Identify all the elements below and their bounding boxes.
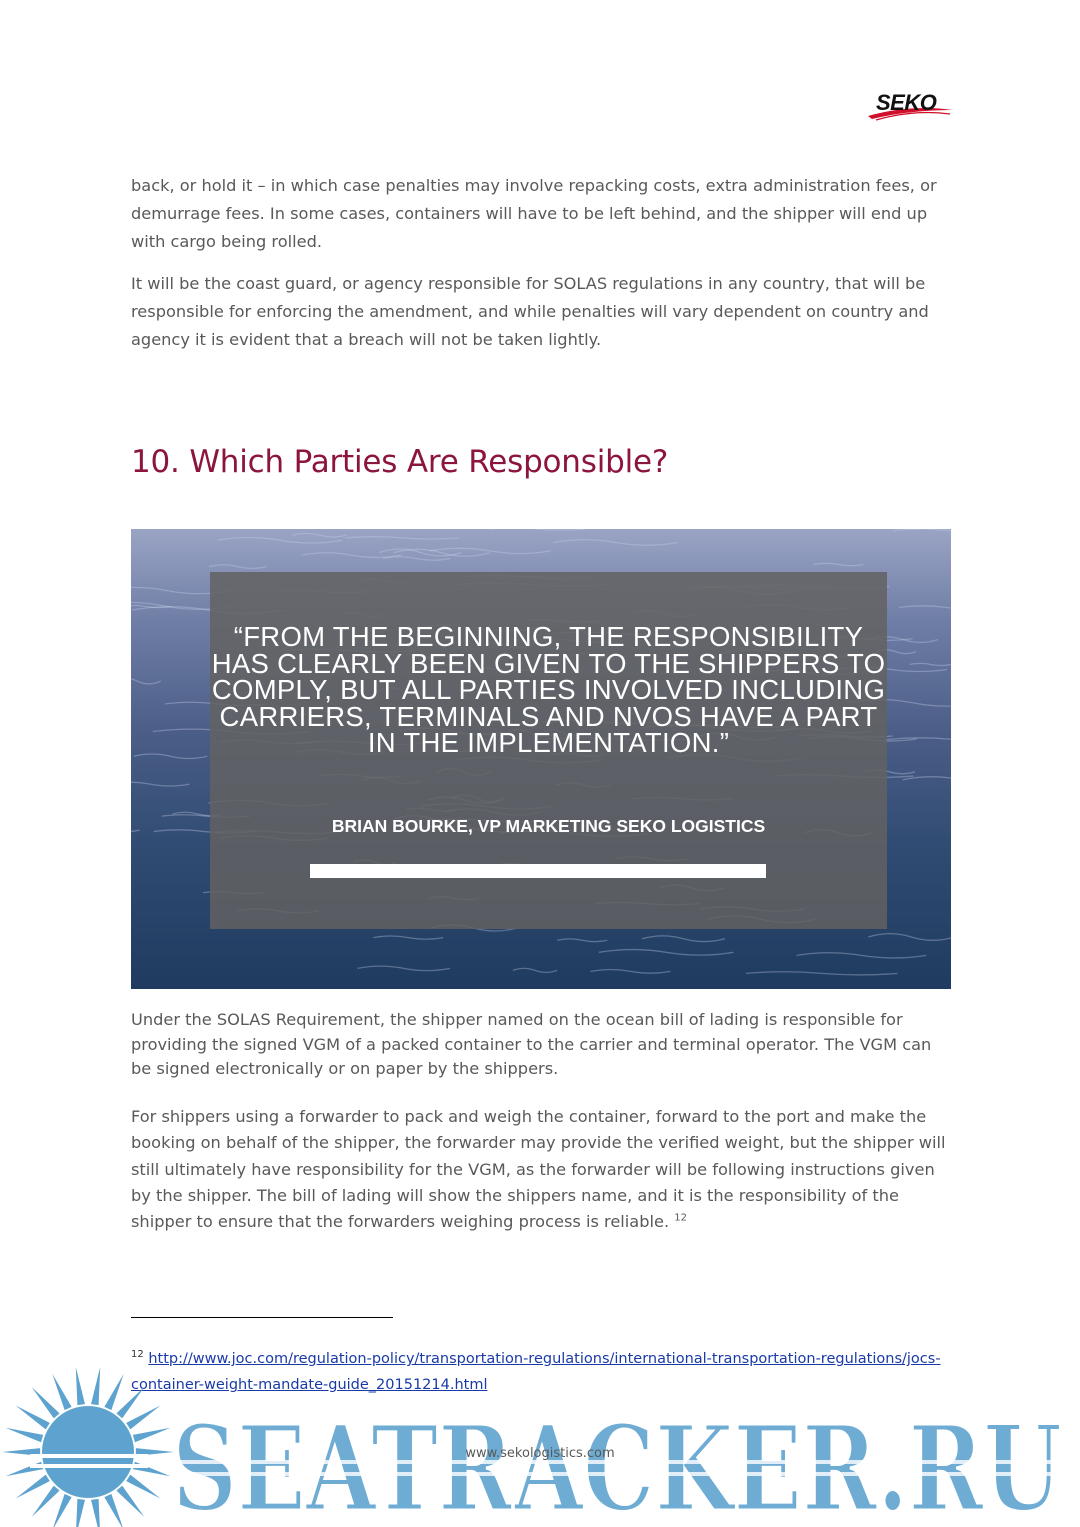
wave-stroke xyxy=(394,549,490,556)
wave-stroke xyxy=(599,950,734,956)
paragraph-penalties: back, or hold it – in which case penalties may involve repacking costs, extra administration fees, or demurrage fees. In some cases, containers will have to be left behind, and the shipper will end up with cargo being rolled. xyxy=(131,176,937,251)
wave-stroke xyxy=(490,529,585,530)
wave-stroke xyxy=(553,540,678,545)
wave-stroke xyxy=(893,529,951,532)
footnote-ref[interactable]: 12 xyxy=(674,1212,687,1224)
wave-stroke xyxy=(373,936,443,939)
sun-ray xyxy=(16,1406,50,1430)
sun-ray xyxy=(76,1367,85,1405)
wave-stroke xyxy=(903,777,951,783)
sun-ray xyxy=(16,1475,50,1499)
quote-attribution: BRIAN BOURKE, VP MARKETING SEKO LOGISTICS xyxy=(331,816,766,836)
paragraph-forwarders xyxy=(131,1104,951,1235)
wave-stroke xyxy=(292,533,347,537)
wave-stroke xyxy=(209,565,267,569)
sun-ray xyxy=(91,1499,100,1527)
sun-ray xyxy=(116,1486,144,1517)
sun-ray xyxy=(133,1462,171,1476)
wave-stroke xyxy=(357,966,450,970)
sun-ray xyxy=(5,1462,43,1476)
wave-stroke xyxy=(218,537,343,542)
paragraph-solas-requirement: Under the SOLAS Requirement, the shipper named on the ocean bill of lading is responsible for providing the signed VGM of a packed container to the carrier and terminal operator. The VGM can be signed electronically or on paper by the shippers. xyxy=(131,1010,932,1078)
sun-ray xyxy=(126,1406,160,1430)
sun-ray xyxy=(133,1428,171,1442)
wave-stroke xyxy=(797,953,927,958)
wave-stroke xyxy=(131,829,140,832)
wave-stroke xyxy=(591,970,671,974)
sun-ray xyxy=(116,1387,144,1418)
sun-ray xyxy=(52,1494,71,1527)
wave-stroke xyxy=(429,548,551,553)
quote-image xyxy=(131,529,951,989)
footer-url: www.sekologistics.com xyxy=(465,1446,615,1461)
sun-ray xyxy=(76,1499,85,1527)
wave-stroke xyxy=(134,754,208,758)
wave-stroke xyxy=(642,936,725,942)
quote-overlay xyxy=(210,572,887,929)
wave-stroke xyxy=(910,663,951,665)
wave-stroke xyxy=(813,563,863,565)
sun-ray xyxy=(91,1367,100,1405)
seko-logo xyxy=(866,86,958,122)
paragraph-forwarders-text: For shippers using a forwarder to pack and weigh the container, forward to the port and make the booking on behalf of the shipper, the forwarder may provide the verified weight, but the shipper will still ultimately have responsibility for the VGM, as the forwarder will be following instructions given by the shipper. The bill of lading will show the shippers name, and it is the responsibility of the shipper to ensure that the forwarders weighing process is reliable. xyxy=(131,1107,946,1232)
logo-text: SEKO xyxy=(876,90,937,115)
wave-stroke xyxy=(746,972,898,975)
sun-ray xyxy=(104,1374,123,1410)
paragraph-enforcement: It will be the coast guard, or agency responsible for SOLAS regulations in any country, that will be responsible for enforcing the amendment, and while penalties will vary dependent on country and agency it is evident that a breach will not be taken lightly. xyxy=(131,274,929,349)
sun-ray xyxy=(32,1486,60,1517)
wave-stroke xyxy=(868,934,951,941)
wave-stroke xyxy=(345,537,459,539)
sun-ray xyxy=(5,1428,43,1442)
sun-ray xyxy=(52,1374,71,1410)
wave-stroke xyxy=(513,968,557,972)
sun-ray xyxy=(32,1387,60,1418)
section-heading: 10. Which Parties Are Responsible? xyxy=(131,444,669,480)
wave-stroke xyxy=(379,549,461,556)
quote-text: “FROM THE BEGINNING, THE RESPONSIBILITY HAS CLEARLY BEEN GIVEN TO THE SHIPPERS TO COMPLY, BUT ALL PARTIES INVOLVED INCLUDING CARRIERS, TERMINALS AND NVOS HAVE A PART IN THE IMPLEMENTATION.” xyxy=(211,621,886,758)
footnote-separator xyxy=(131,1317,393,1318)
wave-stroke xyxy=(131,782,190,786)
watermark-text: SEATRACKER.RU xyxy=(172,1399,1062,1527)
wave-stroke xyxy=(899,606,951,609)
sun-ray xyxy=(126,1475,160,1499)
sun-ray xyxy=(104,1494,123,1527)
footnote-number: 12 xyxy=(131,1349,144,1361)
seatracker-watermark xyxy=(0,1362,1080,1527)
footnote-link[interactable]: http://www.joc.com/regulation-policy/transportation-regulations/international-transportation-regulations/jocs-container-weight-mandate-guide_20151214.html xyxy=(131,1351,941,1393)
wave-stroke xyxy=(302,553,402,558)
quote-divider-bar xyxy=(310,864,766,878)
wave-stroke xyxy=(557,939,607,942)
wave-stroke xyxy=(131,678,161,684)
wave-stroke xyxy=(383,557,451,560)
